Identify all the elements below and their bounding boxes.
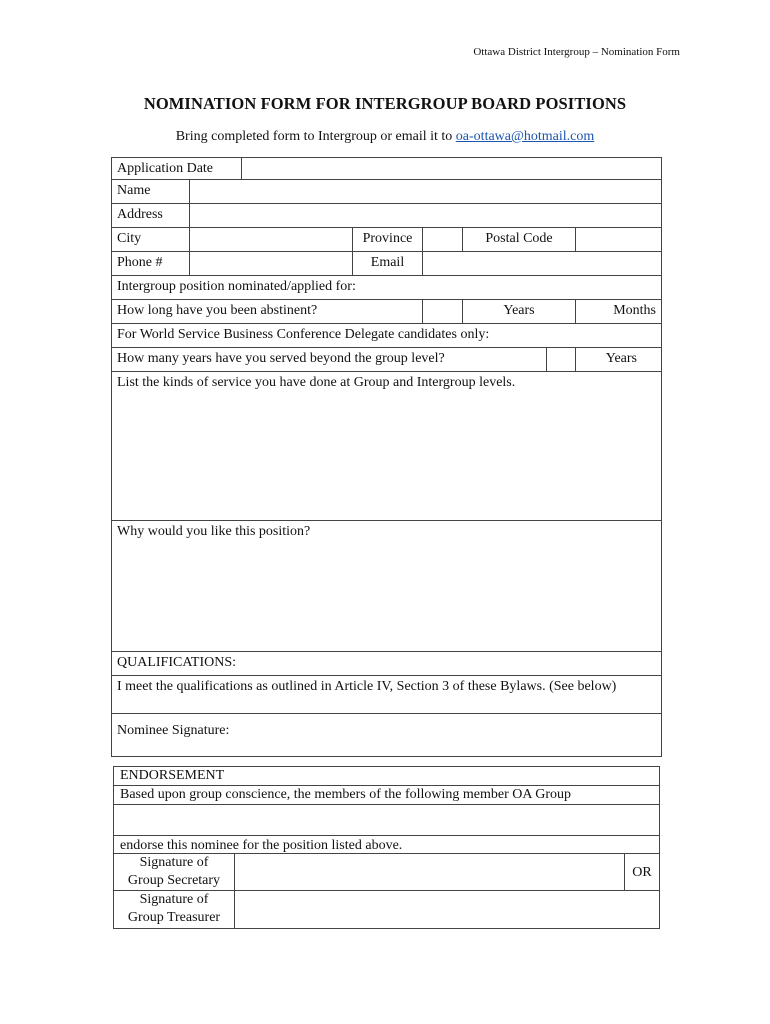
- row-application-date: [112, 158, 661, 180]
- email-label: Email: [352, 252, 422, 275]
- city-label: City: [117, 231, 142, 246]
- row-qual-statement: [112, 676, 661, 714]
- email-link[interactable]: oa-ottawa@hotmail.com: [455, 129, 595, 144]
- endorse-text: endorse this nominee for the position listed above.: [120, 838, 403, 853]
- endorsement-conscience: Based upon group conscience, the members of the following member OA Group: [120, 787, 572, 802]
- nomination-table: [111, 157, 662, 757]
- email-field[interactable]: [422, 252, 661, 275]
- instructions-text: Bring completed form to Intergroup or email it to: [175, 129, 456, 144]
- qualifications-heading: QUALIFICATIONS:: [117, 655, 236, 670]
- row-nominee-signature: [112, 714, 661, 756]
- address-field[interactable]: [189, 204, 661, 227]
- abstinent-label: How long have you been abstinent?: [117, 303, 318, 318]
- postal-code-label: Postal Code: [462, 228, 575, 251]
- row-city: [112, 228, 661, 252]
- endorse-group-row: [114, 805, 659, 836]
- row-phone: [112, 252, 661, 276]
- row-address: [112, 204, 661, 228]
- row-served-years: [112, 348, 661, 372]
- qualifications-statement: I meet the qualifications as outlined in Article IV, Section 3 of these Bylaws. (See below): [117, 679, 617, 694]
- treasurer-label-line1: Signature of: [139, 892, 209, 907]
- phone-label: Phone #: [117, 255, 163, 270]
- phone-field[interactable]: [189, 252, 352, 275]
- row-position: [112, 276, 661, 300]
- abstinent-years-label: Years: [462, 300, 575, 323]
- running-header: Ottawa District Intergroup – Nomination Form: [473, 46, 680, 58]
- endorsement-heading: ENDORSEMENT: [120, 768, 225, 783]
- endorsement-table: [113, 766, 660, 929]
- city-field[interactable]: [189, 228, 352, 251]
- secretary-label-line2: Group Secretary: [127, 873, 221, 888]
- treasurer-label: [114, 891, 234, 928]
- wsbc-note: For World Service Business Conference Delegate candidates only:: [117, 327, 490, 342]
- endorse-heading-row: [114, 767, 659, 786]
- postal-code-field[interactable]: [575, 228, 661, 251]
- oa-group-field[interactable]: [114, 805, 659, 835]
- served-years-label: How many years have you served beyond the group level?: [117, 351, 445, 366]
- secretary-label-line1: Signature of: [139, 855, 209, 870]
- abstinent-months-label: Months: [575, 300, 661, 323]
- address-label: Address: [117, 207, 163, 222]
- row-name: [112, 180, 661, 204]
- row-wsbc-note: [112, 324, 661, 348]
- why-position-field[interactable]: Why would you like this position?: [117, 524, 311, 539]
- name-field[interactable]: [189, 180, 661, 203]
- endorse-conscience-row: [114, 786, 659, 805]
- secretary-label: [114, 854, 234, 890]
- secretary-signature-field[interactable]: [234, 854, 624, 890]
- service-kinds-field[interactable]: List the kinds of service you have done at Group and Intergroup levels.: [117, 375, 516, 390]
- instructions: [0, 129, 770, 145]
- abstinent-years-field[interactable]: [422, 300, 462, 323]
- province-label: Province: [352, 228, 422, 251]
- served-years-field[interactable]: [546, 348, 575, 371]
- treasurer-signature-field[interactable]: [234, 891, 659, 928]
- province-field[interactable]: [422, 228, 462, 251]
- row-abstinent: [112, 300, 661, 324]
- endorse-secretary-row: [114, 854, 659, 891]
- or-label: OR: [624, 854, 659, 890]
- served-years-unit: Years: [575, 348, 661, 371]
- row-service-kinds: [112, 372, 661, 521]
- endorse-text-row: [114, 836, 659, 854]
- treasurer-label-line2: Group Treasurer: [127, 910, 221, 925]
- name-label: Name: [117, 183, 151, 198]
- page-title: NOMINATION FORM FOR INTERGROUP BOARD POSITIONS: [143, 94, 627, 113]
- application-date-field[interactable]: [241, 158, 661, 179]
- row-qualifications: [112, 652, 661, 676]
- nominee-signature-field[interactable]: Nominee Signature:: [117, 723, 230, 738]
- application-date-label: Application Date: [117, 161, 214, 176]
- position-label[interactable]: Intergroup position nominated/applied for:: [117, 279, 356, 294]
- endorse-treasurer-row: [114, 891, 659, 928]
- row-why-position: [112, 521, 661, 652]
